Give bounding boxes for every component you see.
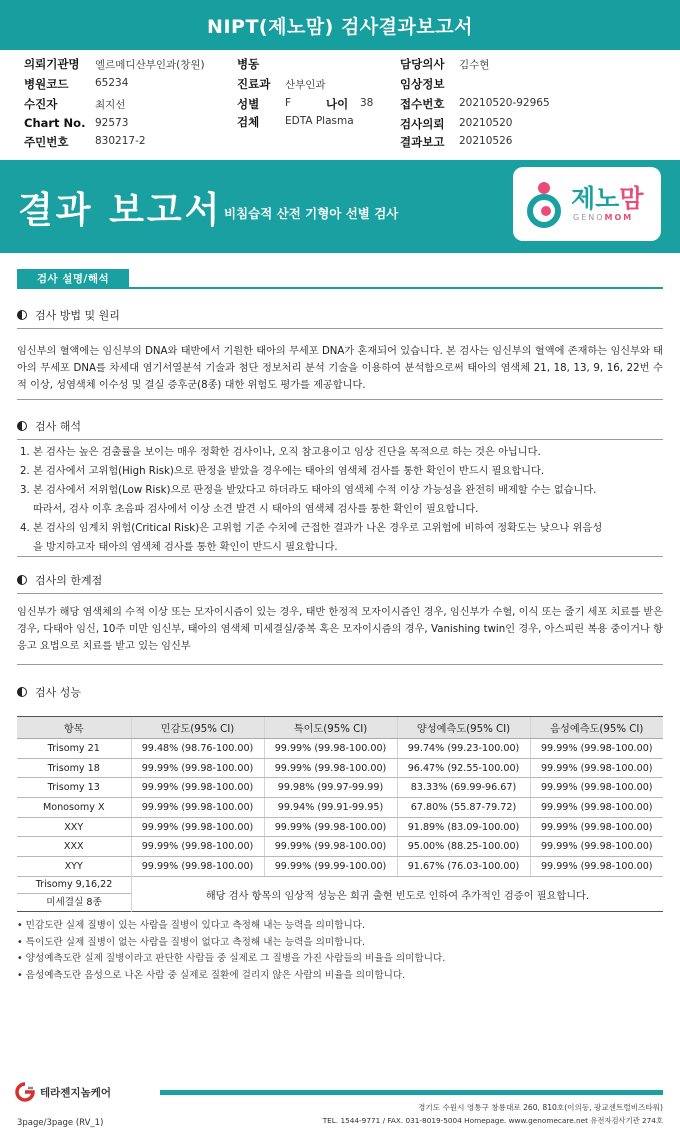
- divider: [17, 328, 663, 329]
- rare-message: 해당 검사 항목의 임상적 성능은 희귀 출현 빈도로 인하여 추가적인 검증이 필요합니다.: [131, 876, 663, 912]
- table-cell: Trisomy 13: [17, 778, 131, 798]
- divider: [17, 664, 663, 665]
- table-cell: 99.99% (99.98-100.00): [131, 758, 264, 778]
- interpretation-list: [20, 443, 663, 557]
- method-text: 임신부의 혈액에는 임신부의 DNA와 태반에서 기원한 태아의 무세포 DNA가 혼재되어 있습니다. 본 검사는 임신부의 혈액에 존재하는 임신부와 태아의 무세포 DNA를 차세대 염기서열분석 기술과 첨단 정보처리 분석 기술을 이용하여 분석함으로써 태아의 염색체 21, 18, 13, 9, 16, 22번 수적 이상, 성염색체 이수성 및 결실 증후군(8종) 대한 위험도 평가를 제공합니다.: [17, 346, 663, 391]
- institution-value: 엘르메디산부인과(창원): [95, 59, 205, 71]
- table-cell: XYY: [17, 857, 131, 877]
- resident-label: 주민번호: [24, 135, 69, 149]
- method-title: 검사 방법 및 원리: [17, 307, 120, 323]
- theragen-logo-icon: [14, 1082, 36, 1102]
- dept-value: 산부인과: [285, 79, 326, 91]
- company-name: 테라젠지놈케어: [40, 1086, 112, 1099]
- note-item: • 음성예측도란 음성으로 나온 사람 중 실제로 질환에 걸리지 않은 사람의 비율을 의미합니다.: [17, 968, 445, 985]
- report-title-bar: [0, 0, 680, 50]
- table-row: [17, 739, 663, 759]
- divider: [17, 399, 663, 400]
- table-cell: 99.74% (99.23-100.00): [397, 739, 530, 759]
- doctor-label: 담당의사: [400, 57, 445, 71]
- half-circle-icon: [17, 575, 27, 585]
- interpretation-item: 따라서, 검사 이후 초음파 검사에서 이상 소견 발견 시 태아의 염색체 검사를 통한 확인이 필요합니다.: [20, 504, 479, 515]
- table-row: [17, 778, 663, 798]
- receipt-value: 20210520-92965: [459, 97, 550, 109]
- note-item: • 민감도란 실제 질병이 있는 사람을 질병이 있다고 측정해 내는 능력을 의미합니다.: [17, 918, 445, 935]
- table-cell: 99.99% (99.98-100.00): [530, 739, 663, 759]
- patient-info-block: [0, 50, 680, 160]
- half-circle-icon: [17, 421, 27, 431]
- table-cell: 99.99% (99.98-100.00): [530, 758, 663, 778]
- interpretation-item: 을 방지하고자 태아의 염색체 검사를 통한 확인이 반드시 필요합니다.: [20, 542, 338, 553]
- company-logo: [14, 1082, 111, 1102]
- table-cell: 99.99% (99.98-100.00): [530, 778, 663, 798]
- table-cell: 99.99% (99.98-100.00): [530, 798, 663, 818]
- rare-condition-row: [17, 876, 663, 912]
- table-cell: 91.67% (76.03-100.00): [397, 857, 530, 877]
- table-cell: 83.33% (69.99-96.67): [397, 778, 530, 798]
- definition-notes: [17, 918, 445, 984]
- table-header-row: [17, 717, 663, 739]
- table-cell: 99.48% (98.76-100.00): [131, 739, 264, 759]
- table-cell: 96.47% (92.55-100.00): [397, 758, 530, 778]
- specimen-label: 검체: [237, 115, 260, 129]
- table-cell: 99.99% (99.98-100.00): [530, 837, 663, 857]
- table-row: [17, 798, 663, 818]
- table-cell: 99.99% (99.98-100.00): [264, 817, 397, 837]
- performance-table: [17, 716, 663, 877]
- request-value: 20210520: [459, 117, 513, 129]
- logo-subtext: GENOMOM: [573, 213, 634, 222]
- rare-label-trisomy: Trisomy 9,16,22: [17, 876, 131, 894]
- table-cell: 99.99% (99.98-100.00): [264, 837, 397, 857]
- banner-subheading: 비침습적 산전 기형아 선별 검사: [224, 206, 399, 221]
- banner-heading: 결과 보고서: [18, 190, 223, 231]
- note-item: • 특이도란 실제 질병이 없는 사람을 질병이 없다고 측정해 내는 능력을 의미합니다.: [17, 935, 445, 952]
- age-label: 나이: [326, 97, 349, 111]
- interpretation-item: 1. 본 검사는 높은 검출률을 보이는 매우 정확한 검사이나, 오직 참고용이고 임상 진단을 목적으로 하는 것은 아닙니다.: [20, 447, 541, 458]
- table-cell: 99.99% (99.99-100.00): [264, 857, 397, 877]
- ward-label: 병동: [237, 57, 260, 71]
- logo-wordmark: 제노맘: [571, 184, 644, 213]
- table-cell: 99.99% (99.98-100.00): [264, 739, 397, 759]
- hospital-code-value: 65234: [95, 77, 129, 89]
- report-date-label: 결과보고: [400, 135, 445, 149]
- interpretation-title: 검사 해석: [17, 418, 81, 434]
- doctor-value: 김수현: [459, 59, 490, 71]
- table-cell: 99.94% (99.91-99.95): [264, 798, 397, 818]
- header-sensitivity: 민감도(95% CI): [131, 717, 264, 739]
- genomom-logo: [513, 167, 661, 241]
- sex-value: F: [285, 97, 292, 109]
- table-cell: Trisomy 21: [17, 739, 131, 759]
- table-cell: 99.99% (99.98-100.00): [131, 857, 264, 877]
- company-address: 경기도 수원시 영통구 창룡대로 260, 810호(이의동, 광교센트럴비즈타워): [418, 1103, 663, 1112]
- examinee-label: 수진자: [24, 97, 58, 111]
- page-number: 3page/3page (RV_1): [17, 1118, 104, 1128]
- age-value: 38: [360, 97, 374, 109]
- table-cell: 95.00% (88.25-100.00): [397, 837, 530, 857]
- rare-label-microdeletion: 미세결실 8종: [46, 897, 102, 908]
- divider: [17, 439, 663, 440]
- table-cell: Monosomy X: [17, 798, 131, 818]
- half-circle-icon: [17, 687, 27, 697]
- table-cell: 99.99% (99.98-100.00): [530, 857, 663, 877]
- clinical-label: 임상정보: [400, 77, 445, 91]
- section-header: [17, 269, 663, 289]
- table-row: [17, 857, 663, 877]
- table-cell: Trisomy 18: [17, 758, 131, 778]
- table-cell: 99.99% (99.98-100.00): [131, 817, 264, 837]
- header-specificity: 특이도(95% CI): [264, 717, 397, 739]
- footer-bar: [160, 1090, 663, 1095]
- table-row: [17, 837, 663, 857]
- table-cell: 91.89% (83.09-100.00): [397, 817, 530, 837]
- company-contact: TEL. 1544-9771 / FAX. 031-8019-5004 Homepage. www.genomecare.net 유전자검사기관 274호: [322, 1116, 663, 1125]
- table-cell: 99.99% (99.98-100.00): [530, 817, 663, 837]
- request-label: 검사의뢰: [400, 117, 445, 131]
- table-row: [17, 758, 663, 778]
- table-cell: 99.99% (99.98-100.00): [131, 837, 264, 857]
- examinee-value: 최지선: [95, 99, 126, 111]
- limits-title: 검사의 한계점: [17, 572, 102, 588]
- institution-label: 의뢰기관명: [24, 57, 80, 71]
- chart-value: 92573: [95, 117, 129, 129]
- report-date-value: 20210526: [459, 135, 513, 147]
- report-title: NIPT(제노맘) 검사결과보고서: [207, 15, 473, 38]
- header-npv: 음성예측도(95% CI): [530, 717, 663, 739]
- header-ppv: 양성예측도(95% CI): [397, 717, 530, 739]
- receipt-label: 접수번호: [400, 97, 445, 111]
- specimen-value: EDTA Plasma: [285, 115, 354, 127]
- performance-title: 검사 성능: [17, 684, 81, 700]
- half-circle-icon: [17, 310, 27, 320]
- divider: [17, 556, 663, 557]
- table-cell: 99.99% (99.98-100.00): [264, 758, 397, 778]
- section-tab: 검사 설명/해석: [17, 269, 129, 287]
- table-cell: 99.99% (99.98-100.00): [131, 798, 264, 818]
- divider: [17, 593, 663, 594]
- genomom-ring-icon: [525, 179, 563, 229]
- table-cell: 99.99% (99.98-100.00): [131, 778, 264, 798]
- table-cell: 99.98% (99.97-99.99): [264, 778, 397, 798]
- limits-text: 임신부가 해당 염색체의 수적 이상 또는 모자이시즘이 있는 경우, 태반 한정적 모자이시즘인 경우, 임신부가 수혈, 이식 또는 줄기 세포 치료를 받은 경우, 다태아 임신, 10주 미만 임신부, 태아의 염색체 미세결실/중복 혹은 모자이시즘의 경우, Vanishing twin인 경우, 아스피린 복용 중이거나 항 응고 요법으로 치료를 받고 있는 임신부: [17, 607, 663, 652]
- table-cell: XXX: [17, 837, 131, 857]
- chart-label: Chart No.: [24, 116, 86, 130]
- resident-value: 830217-2: [95, 135, 146, 147]
- interpretation-item: 4. 본 검사의 임계치 위험(Critical Risk)은 고위험 기준 수치에 근접한 결과가 나온 경우로 고위험에 비하여 정확도는 낮으나 위음성: [20, 523, 603, 534]
- interpretation-item: 3. 본 검사에서 저위험(Low Risk)으로 판정을 받았다고 하더라도 태아의 염색체 수적 이상 가능성을 완전히 배제할 수는 없습니다.: [20, 485, 597, 496]
- note-item: • 양성예측도란 실제 질병이라고 판단한 사람들 중 실제로 그 질병을 가진 사람들의 비율을 의미합니다.: [17, 951, 445, 968]
- header-item: 항목: [17, 717, 131, 739]
- hospital-code-label: 병원코드: [24, 77, 69, 91]
- sex-label: 성별: [237, 97, 260, 111]
- dept-label: 진료과: [237, 77, 271, 91]
- table-cell: XXY: [17, 817, 131, 837]
- table-row: [17, 817, 663, 837]
- table-cell: 67.80% (55.87-79.72): [397, 798, 530, 818]
- interpretation-item: 2. 본 검사에서 고위험(High Risk)으로 판정을 받았을 경우에는 태아의 염색체 검사를 통한 확인이 반드시 필요합니다.: [20, 466, 545, 477]
